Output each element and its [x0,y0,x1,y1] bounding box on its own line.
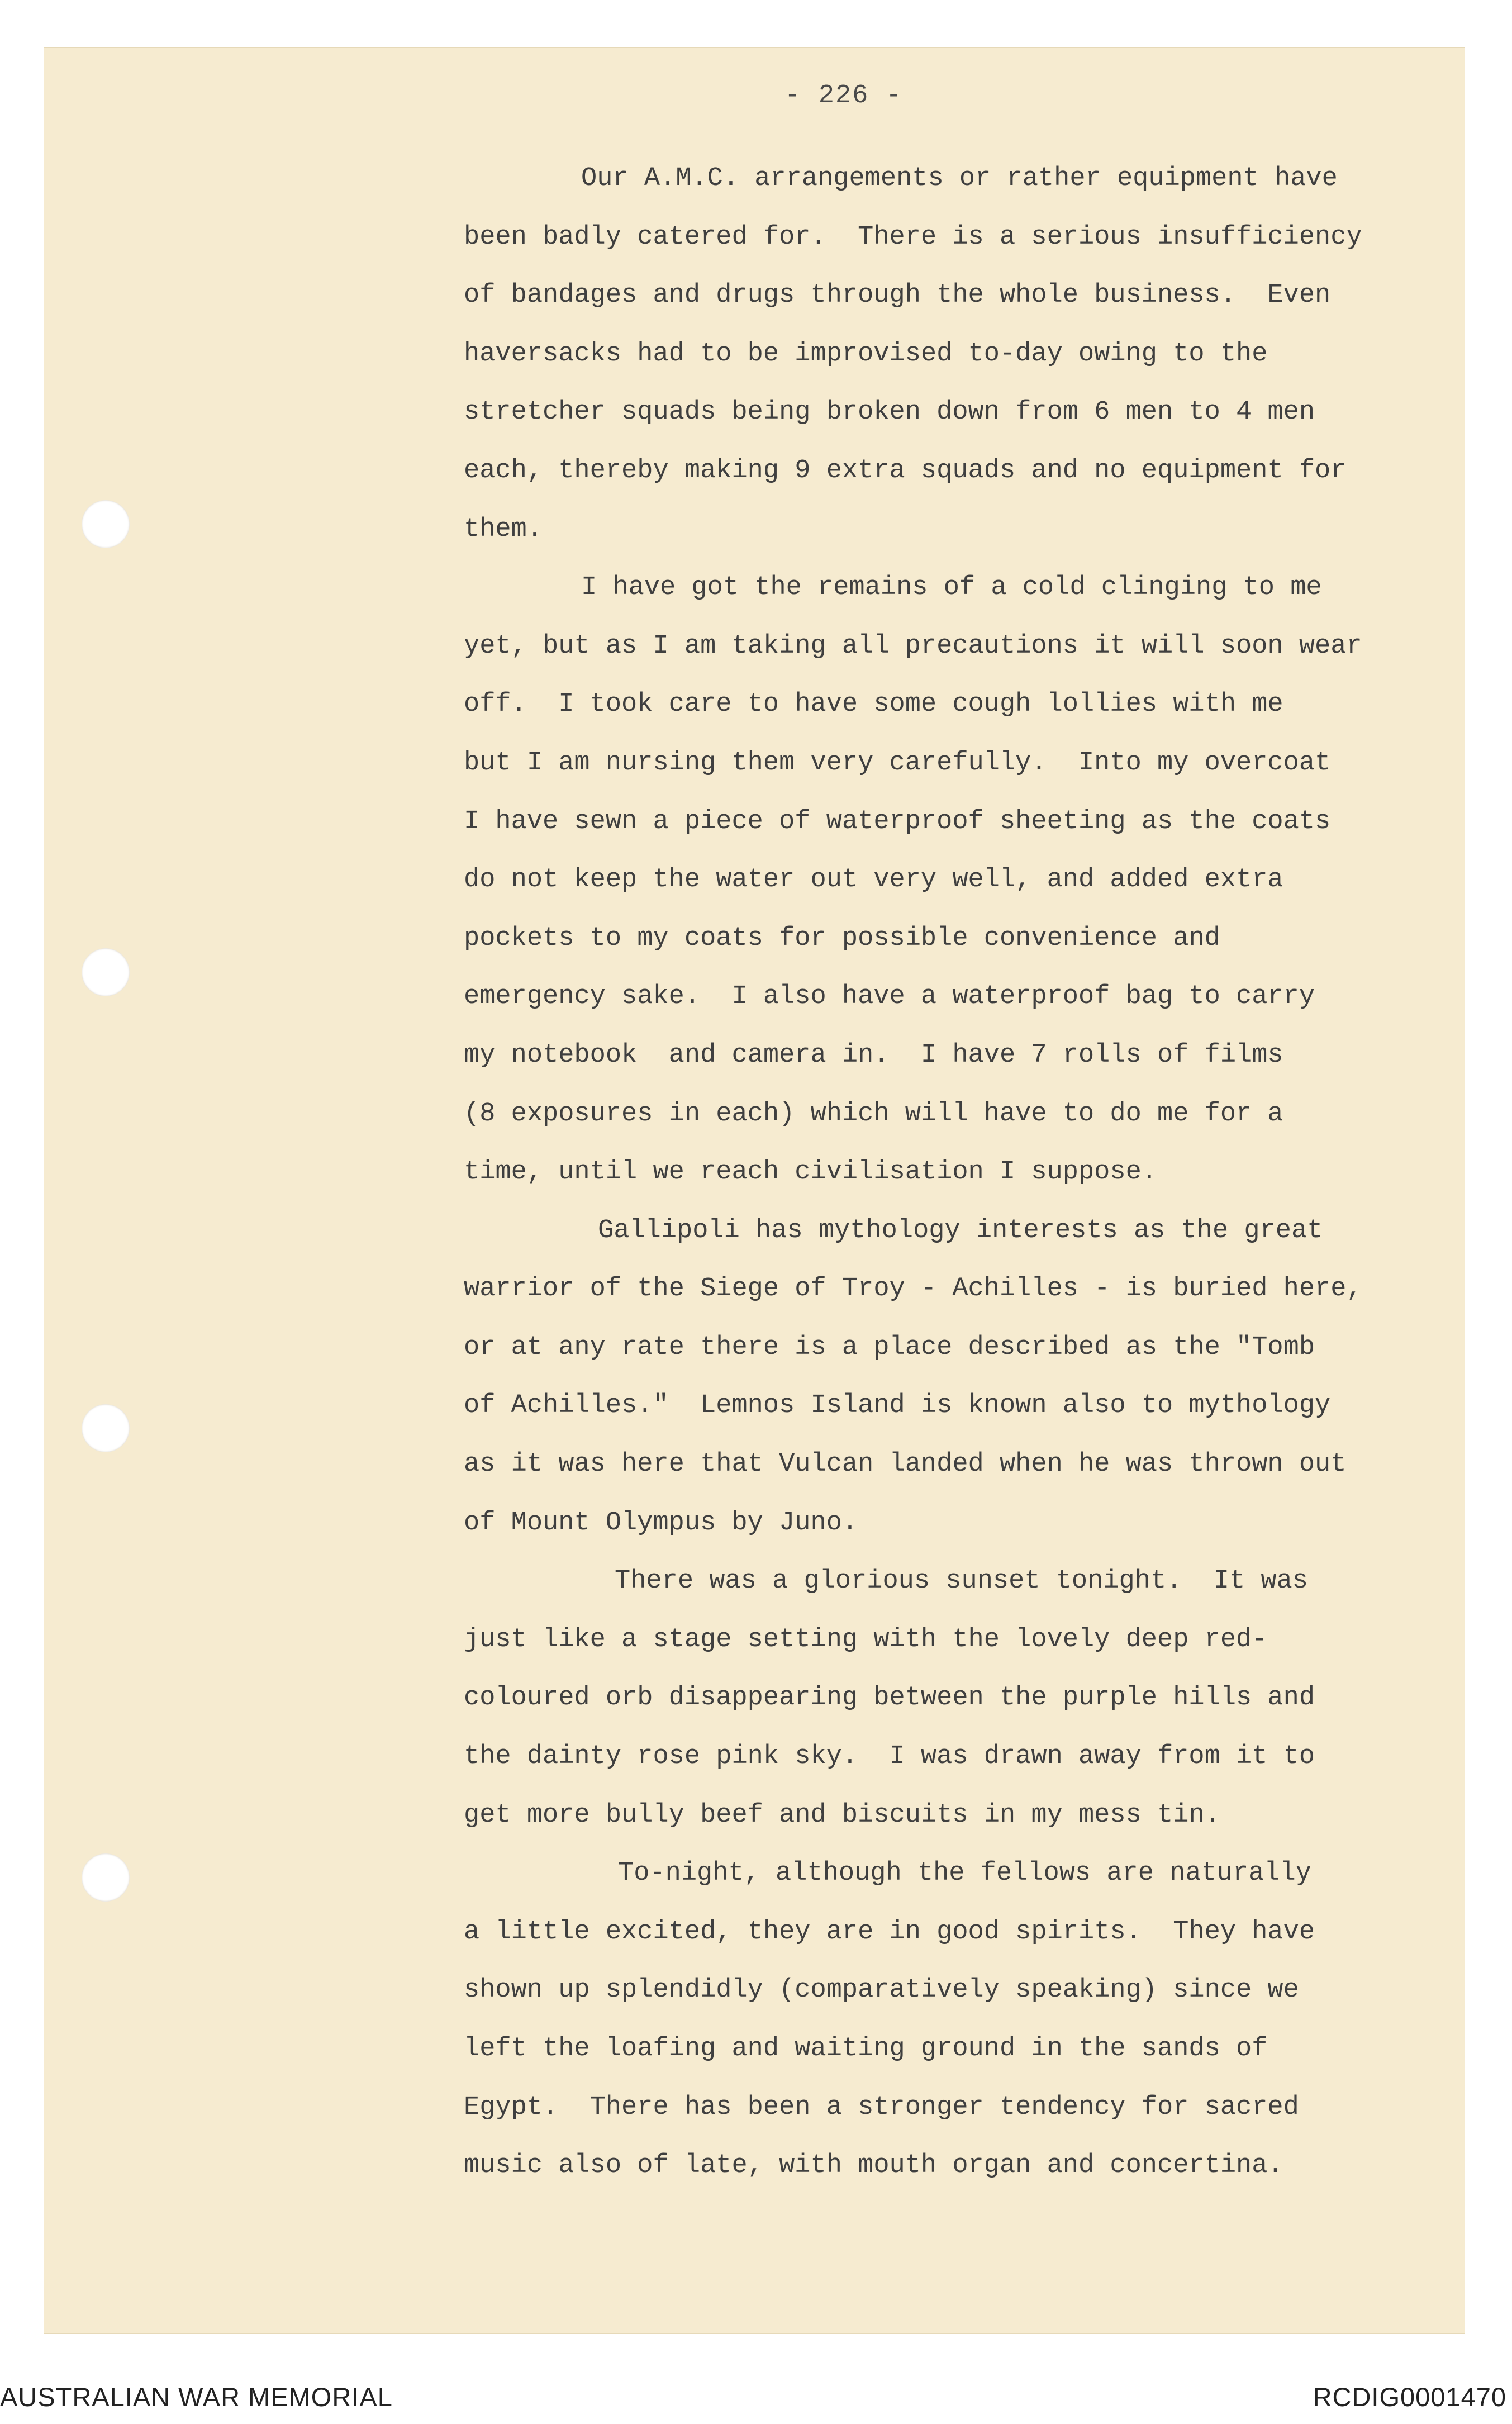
text-line: yet, but as I am taking all precautions it will soon wear [464,631,1362,661]
text-line: (8 exposures in each) which will have to do me for a [464,1099,1283,1129]
text-line: Gallipoli has mythology interests as the great [598,1215,1323,1246]
text-line: I have sewn a piece of waterproof sheeting as the coats [464,806,1331,836]
text-line: do not keep the water out very well, and added extra [464,865,1283,895]
page-number: - 226 - [784,81,903,111]
footer-record-id: RCDIG0001470 [1313,2382,1506,2412]
text-line: music also of late, with mouth organ and concertina. [464,2151,1283,2181]
text-line: or at any rate there is a place described as the "Tomb [464,1332,1315,1362]
punch-hole-4 [82,1853,130,1902]
text-line: Our A.M.C. arrangements or rather equipment have [581,164,1338,193]
text-line: left the loafing and waiting ground in the sands of [464,2034,1268,2064]
typewritten-text [464,150,1458,2195]
text-line: the dainty rose pink sky. I was drawn away from it to [464,1742,1315,1772]
text-line: haversacks had to be improvised to-day owing to the [464,339,1268,369]
text-line: my notebook and camera in. I have 7 rolls of films [464,1040,1283,1070]
punch-hole-1 [82,500,130,548]
text-line: of Mount Olympus by Juno. [464,1508,858,1538]
text-line: pockets to my coats for possible convenience and [464,923,1220,953]
text-line: Egypt. There has been a stronger tendency for sacred [464,2092,1299,2122]
text-line: time, until we reach civilisation I suppose. [464,1157,1158,1187]
punch-hole-3 [82,1404,130,1452]
footer-institution: AUSTRALIAN WAR MEMORIAL [0,2382,393,2412]
text-line: as it was here that Vulcan landed when he was thrown out [464,1449,1347,1480]
text-line: To-night, although the fellows are naturally [618,1859,1312,1889]
text-line: of Achilles." Lemnos Island is known also to mythology [464,1391,1331,1421]
text-line: off. I took care to have some cough lollies with me [464,690,1283,720]
text-line: There was a glorious sunset tonight. It was [615,1566,1309,1596]
text-line: but I am nursing them very carefully. Into my overcoat [464,748,1331,778]
text-line: coloured orb disappearing between the purple hills and [464,1683,1315,1713]
text-line: been badly catered for. There is a serious insufficiency [464,222,1362,252]
punch-hole-2 [82,948,130,996]
text-line: I have got the remains of a cold clinging to me [581,573,1322,603]
text-line: them. [464,514,543,544]
text-line: shown up splendidly (comparatively speaking) since we [464,1975,1299,2005]
text-line: a little excited, they are in good spirits. They have [464,1917,1315,1947]
text-line: each, thereby making 9 extra squads and no equipment for [464,455,1347,486]
text-line: get more bully beef and biscuits in my mess tin. [464,1800,1220,1830]
text-line: of bandages and drugs through the whole business. Even [464,281,1331,311]
text-line: just like a stage setting with the lovely deep red- [464,1624,1268,1655]
text-line: stretcher squads being broken down from 6 men to 4 men [464,397,1315,427]
text-line: emergency sake. I also have a waterproof bag to carry [464,982,1315,1012]
text-line: warrior of the Siege of Troy - Achilles - is buried here, [464,1274,1362,1304]
